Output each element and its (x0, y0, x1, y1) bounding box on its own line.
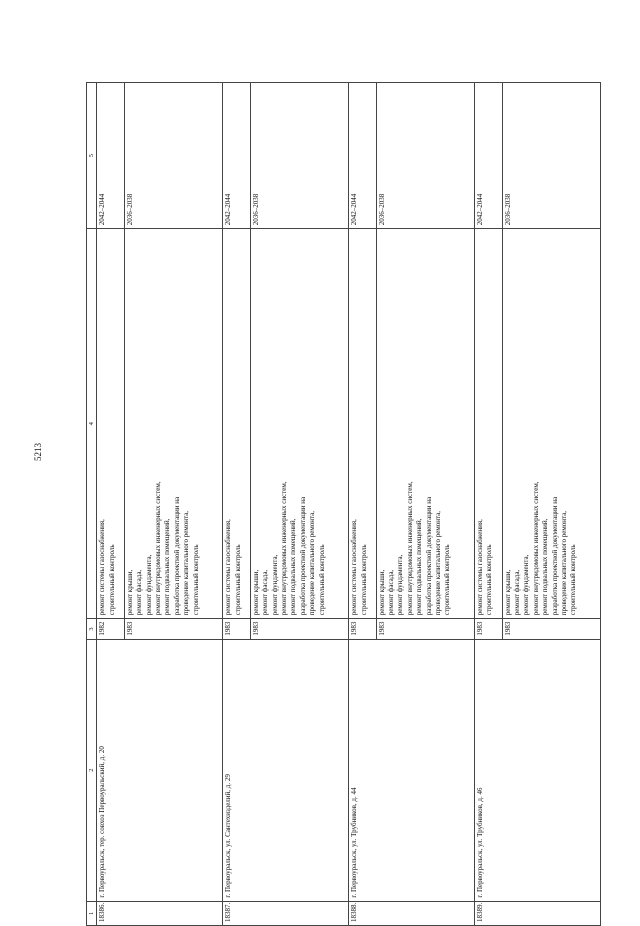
period-cell: 2042–2044 (223, 83, 250, 229)
address-cell: г. Первоуральск, ул. Сантехизделий, д. 29 (223, 639, 349, 901)
year-cell: 1982 (97, 619, 124, 639)
works-cell (349, 229, 376, 619)
work-item: строительный контроль (107, 544, 116, 616)
work-item: ремонт фасада, (135, 569, 144, 616)
table-row (349, 83, 376, 926)
row-number: 18387. (223, 901, 349, 925)
work-item: ремонт системы газоснабжения, (224, 519, 233, 616)
work-item: строительный контроль (233, 544, 242, 616)
work-item: разработка проектной документации на (298, 496, 307, 616)
year-cell: 1983 (124, 619, 222, 639)
table-row (475, 83, 502, 926)
year-cell: 1983 (502, 619, 600, 639)
header-cell-5: 5 (87, 83, 97, 229)
period-cell: 2042–2044 (475, 83, 502, 229)
row-number: 18389. (475, 901, 601, 925)
work-item: разработка проектной документации на (550, 496, 559, 616)
table-row (223, 83, 250, 926)
work-item: проведение капитального ремонта, (182, 510, 191, 616)
address-cell: г. Первоуральск, тер. совхоз Первоуральский, д. 20 (97, 639, 223, 901)
work-item: ремонт фундамента, (522, 554, 531, 616)
work-item: ремонт крыши, (125, 569, 134, 616)
row-number: 18388. (349, 901, 475, 925)
year-cell: 1983 (250, 619, 348, 639)
work-item: ремонт внутридомовых инженерных систем, (531, 481, 540, 616)
year-cell: 1983 (349, 619, 376, 639)
work-item: строительный контроль (317, 544, 326, 616)
work-item: ремонт подвальных помещений, (163, 518, 172, 616)
work-item: ремонт системы газоснабжения, (98, 519, 107, 616)
work-item: строительный контроль (443, 544, 452, 616)
work-item: строительный контроль (191, 544, 200, 616)
works-cell (223, 229, 250, 619)
work-item: разработка проектной документации на (172, 496, 181, 616)
work-item: ремонт фасада, (261, 569, 270, 616)
work-item: проведение капитального ремонта, (308, 510, 317, 616)
work-item: проведение капитального ремонта, (559, 510, 568, 616)
period-cell: 2036–2038 (124, 83, 222, 229)
work-item: ремонт системы газоснабжения, (350, 519, 359, 616)
work-item: ремонт фасада, (387, 569, 396, 616)
works-cell (250, 229, 348, 619)
work-item: ремонт крыши, (251, 569, 260, 616)
year-cell: 1983 (475, 619, 502, 639)
works-cell (502, 229, 600, 619)
work-item: строительный контроль (485, 544, 494, 616)
year-cell: 1983 (376, 619, 474, 639)
work-item: ремонт фасада, (512, 569, 521, 616)
period-cell: 2036–2038 (502, 83, 600, 229)
work-item: ремонт крыши, (503, 569, 512, 616)
work-item: ремонт фундамента, (144, 554, 153, 616)
period-cell: 2036–2038 (250, 83, 348, 229)
work-item: ремонт подвальных помещений, (541, 518, 550, 616)
period-cell: 2036–2038 (376, 83, 474, 229)
work-item: строительный контроль (569, 544, 578, 616)
work-item: ремонт крыши, (377, 569, 386, 616)
header-cell-4: 4 (87, 229, 97, 619)
header-cell-1: 1 (87, 901, 97, 925)
period-cell: 2042–2044 (97, 83, 124, 229)
work-item: ремонт подвальных помещений, (415, 518, 424, 616)
works-cell (475, 229, 502, 619)
address-cell: г. Первоуральск, ул. Трубников, д. 44 (349, 639, 475, 901)
table-body (87, 83, 601, 926)
works-cell (376, 229, 474, 619)
works-cell (124, 229, 222, 619)
table-row (97, 83, 124, 926)
work-item: ремонт фундамента, (270, 554, 279, 616)
capital-repair-table (86, 82, 601, 926)
works-cell (97, 229, 124, 619)
address-cell: г. Первоуральск, ул. Трубников, д. 46 (475, 639, 601, 901)
work-item: разработка проектной документации на (424, 496, 433, 616)
period-cell: 2042–2044 (349, 83, 376, 229)
work-item: ремонт подвальных помещений, (289, 518, 298, 616)
work-item: проведение капитального ремонта, (434, 510, 443, 616)
year-cell: 1983 (223, 619, 250, 639)
header-row (87, 83, 97, 926)
header-cell-3: 3 (87, 619, 97, 639)
page-number: 5213 (33, 443, 43, 461)
work-item: ремонт системы газоснабжения, (476, 519, 485, 616)
work-item: ремонт внутридомовых инженерных систем, (405, 481, 414, 616)
work-item: ремонт внутридомовых инженерных систем, (154, 481, 163, 616)
work-item: ремонт фундамента, (396, 554, 405, 616)
row-number: 18386. (97, 901, 223, 925)
work-item: строительный контроль (359, 544, 368, 616)
work-item: ремонт внутридомовых инженерных систем, (279, 481, 288, 616)
rotated-table-frame (86, 82, 601, 926)
header-cell-2: 2 (87, 639, 97, 901)
